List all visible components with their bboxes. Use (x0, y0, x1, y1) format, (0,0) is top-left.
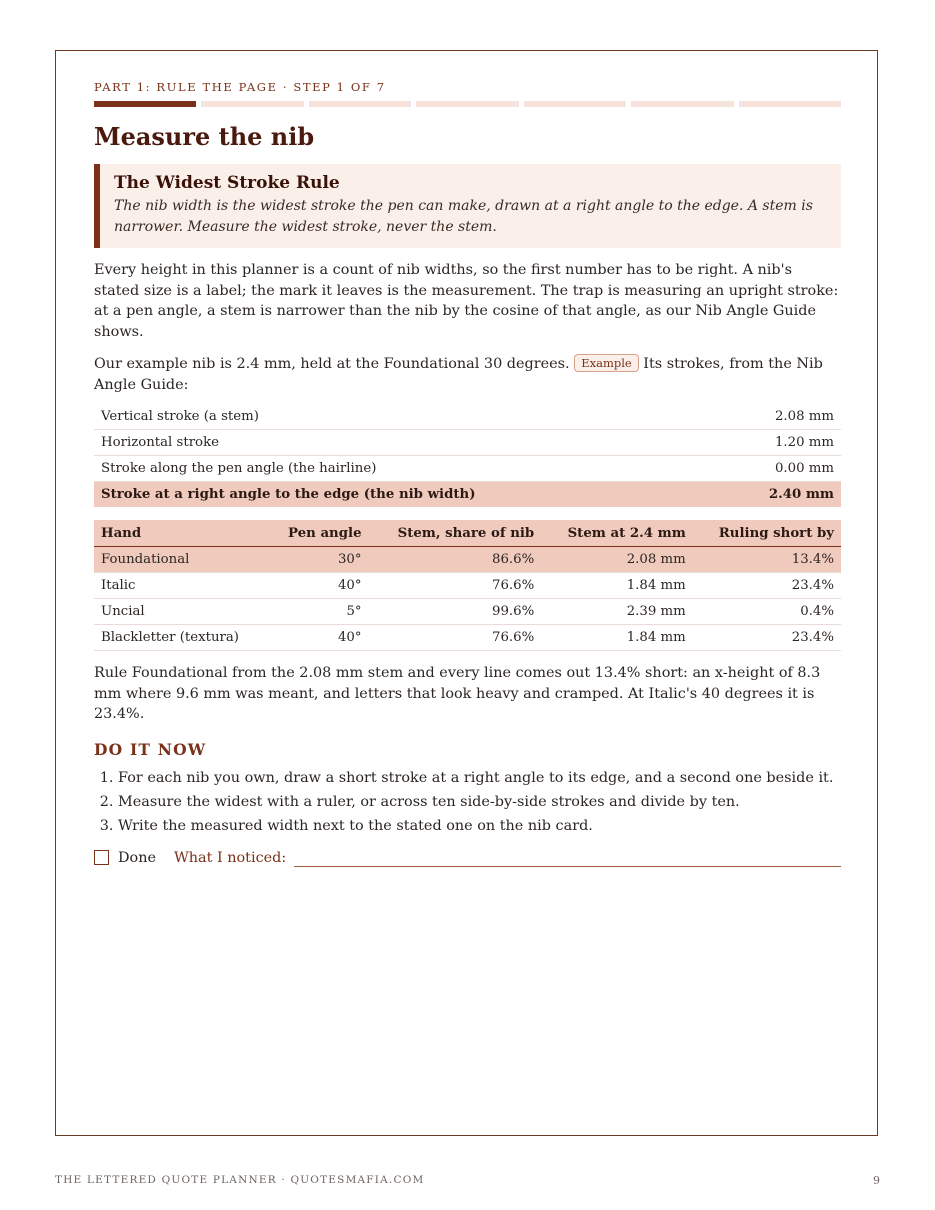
progress-segment (416, 101, 518, 107)
stroke-label: Horizontal stroke (94, 430, 715, 456)
example-paragraph (94, 354, 841, 395)
stroke-label: Stroke along the pen angle (the hairline) (94, 456, 715, 482)
intro-paragraph: Every height in this planner is a count of nib widths, so the first number has to be right. A nib's stated size is a label; the mark it leaves is the measurement. The trap is measuring an upright stroke: at a pen angle, a stem is narrower than the nib by the cosine of that angle, as our Nib Angle Guide shows. (94, 262, 839, 340)
table-cell: 99.6% (369, 599, 542, 625)
done-checkbox[interactable] (94, 850, 109, 865)
column-header-stem-share: Stem, share of nib (369, 520, 542, 547)
table-cell: 5° (268, 599, 368, 625)
table-cell: 13.4% (693, 547, 841, 573)
done-label: Done (118, 849, 156, 866)
stroke-value: 1.20 mm (715, 430, 841, 456)
step-progress-bar (94, 101, 841, 107)
table-row (94, 547, 841, 573)
table-row (94, 599, 841, 625)
stroke-value: 2.08 mm (715, 404, 841, 430)
list-item: 1. For each nib you own, draw a short stroke at a right angle to its edge, and a second one beside it. (118, 766, 841, 790)
table-cell: 40° (268, 573, 368, 599)
list-item: 2. Measure the widest with a ruler, or across ten side-by-side strokes and divide by ten. (118, 790, 841, 814)
conclusion-paragraph: Rule Foundational from the 2.08 mm stem and every line comes out 13.4% short: an x-height of 8.3 mm where 9.6 mm was meant, and letters that look heavy and cramped. At Italic's 40 degrees it is 23.4%. (94, 665, 821, 722)
do-it-now-heading: DO IT NOW (94, 739, 207, 759)
page-number: 9 (873, 1174, 880, 1187)
stroke-value: 2.40 mm (715, 482, 841, 508)
table-cell: Blackletter (textura) (94, 625, 268, 651)
checkin-row (94, 847, 841, 869)
stroke-label: Stroke at a right angle to the edge (the nib width) (94, 482, 715, 508)
page-frame (55, 50, 878, 1136)
stroke-row-highlighted (94, 482, 841, 508)
step-eyebrow: PART 1: RULE THE PAGE · STEP 1 OF 7 (94, 80, 386, 94)
progress-segment (739, 101, 841, 107)
noticed-label: What I noticed: (174, 849, 287, 866)
stroke-row (94, 404, 841, 430)
stroke-row (94, 430, 841, 456)
do-it-now-steps (94, 766, 841, 838)
noticed-input-line[interactable] (294, 848, 841, 867)
table-cell: Foundational (94, 547, 268, 573)
stroke-value: 0.00 mm (715, 456, 841, 482)
table-cell: 1.84 mm (541, 573, 693, 599)
progress-segment (309, 101, 411, 107)
progress-segment (201, 101, 303, 107)
progress-segment (631, 101, 733, 107)
table-cell: 76.6% (369, 625, 542, 651)
example-tag: Example (574, 354, 639, 372)
hands-table (94, 520, 841, 651)
table-cell: 1.84 mm (541, 625, 693, 651)
table-cell: 0.4% (693, 599, 841, 625)
column-header-pen-angle: Pen angle (268, 520, 368, 547)
callout-title: The Widest Stroke Rule (114, 173, 340, 193)
page-content (94, 79, 841, 869)
progress-segment (524, 101, 626, 107)
table-cell: 76.6% (369, 573, 542, 599)
example-text-after: Its strokes, from the Nib Angle Guide: (94, 356, 823, 393)
list-item: 3. Write the measured width next to the stated one on the nib card. (118, 814, 841, 838)
page-title: Measure the nib (94, 122, 315, 151)
stroke-label: Vertical stroke (a stem) (94, 404, 715, 430)
table-cell: Uncial (94, 599, 268, 625)
table-cell: 30° (268, 547, 368, 573)
column-header-stem-width: Stem at 2.4 mm (541, 520, 693, 547)
table-cell: 40° (268, 625, 368, 651)
stroke-row (94, 456, 841, 482)
column-header-hand: Hand (94, 520, 268, 547)
table-cell: 23.4% (693, 625, 841, 651)
table-row (94, 573, 841, 599)
table-cell: 23.4% (693, 573, 841, 599)
table-cell: 2.08 mm (541, 547, 693, 573)
footer-title: THE LETTERED QUOTE PLANNER · QUOTESMAFIA.COM (55, 1174, 425, 1186)
table-cell: Italic (94, 573, 268, 599)
table-cell: 2.39 mm (541, 599, 693, 625)
column-header-ruling-short: Ruling short by (693, 520, 841, 547)
example-text-before: Our example nib is 2.4 mm, held at the Foundational 30 degrees. (94, 356, 570, 372)
table-row (94, 625, 841, 651)
strokes-table (94, 404, 841, 507)
rule-callout (94, 164, 841, 248)
hands-table-header (94, 520, 841, 547)
callout-text: The nib width is the widest stroke the pen can make, drawn at a right angle to the edge. A stem is narrower. Measure the widest stroke, never the stem. (114, 198, 813, 235)
progress-segment (94, 101, 196, 107)
table-cell: 86.6% (369, 547, 542, 573)
